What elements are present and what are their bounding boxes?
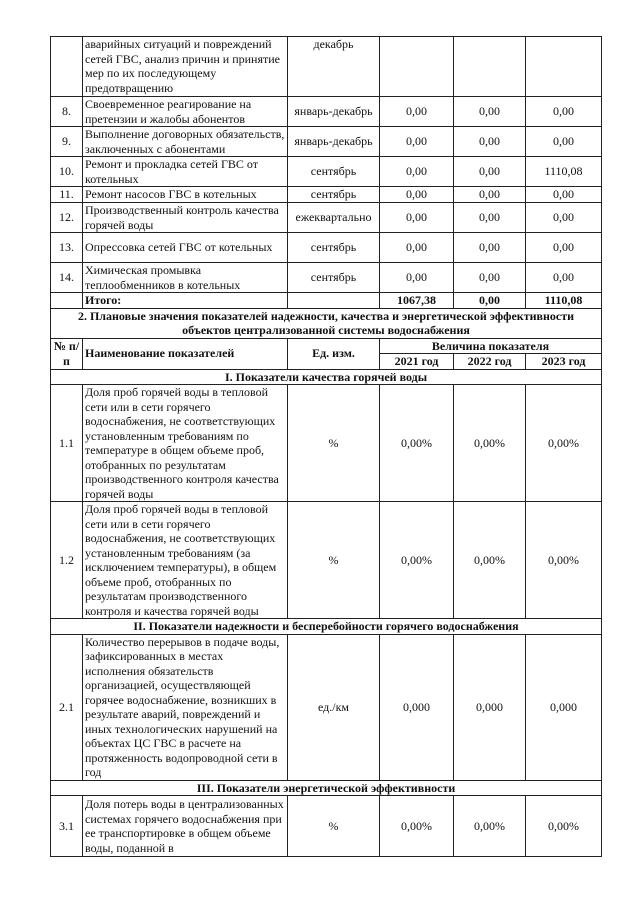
header-name: Наименование показателей [83, 338, 288, 369]
row-number: 2.1 [51, 634, 83, 780]
measure-name: Ремонт и прокладка сетей ГВС от котельных [83, 157, 288, 187]
value-2021 [380, 37, 454, 97]
document-table [50, 36, 602, 857]
measure-name: аварийных ситуаций и повреждений сетей ГВС, анализ причин и принятие мер по их последующему предотвращению [83, 37, 288, 97]
value-2023: 0,00 [526, 263, 602, 293]
value-2023: 0,00% [526, 502, 602, 619]
value-2023: 0,00% [526, 385, 602, 502]
value-2022: 0,00% [454, 502, 526, 619]
measure-name: Химическая промывка теплообменников в котельных [83, 263, 288, 293]
measure-period: январь-декабрь [288, 97, 380, 127]
value-2022 [454, 37, 526, 97]
measure-period: декабрь [288, 37, 380, 97]
row-number: 10. [51, 157, 83, 187]
row-number: 14. [51, 263, 83, 293]
part2-title: 2. Плановые значения показателей надежности, качества и энергетической эффективности объектов централизованной системы водоснабжения [51, 308, 602, 338]
row-number: 8. [51, 97, 83, 127]
value-2023: 0,00 [526, 203, 602, 233]
indicator-unit: ед./км [288, 634, 380, 780]
value-2023: 0,00 [526, 233, 602, 263]
indicator-name: Количество перерывов в подаче воды, зафиксированных в местах исполнения обязательств организацией, осуществляющей горячее водоснабжение, возникших в результате аварий, повреждений и иных технологических нарушений на объектах ЦС ГВС в расчете на протяженность водопроводной сети в год [83, 634, 288, 780]
header-year-2022: 2022 год [454, 354, 526, 370]
table-row [51, 502, 602, 619]
value-2021: 0,00% [380, 796, 454, 857]
table-row [51, 263, 602, 293]
table-row [51, 127, 602, 157]
indicator-name: Доля потерь воды в централизованных системах горячего водоснабжения при ее транспортировке в общем объеме воды, поданной в [83, 796, 288, 857]
value-2022: 0,00 [454, 263, 526, 293]
value-2023 [526, 37, 602, 97]
row-number: 13. [51, 233, 83, 263]
total-label: Итого: [83, 293, 288, 309]
row-number: 9. [51, 127, 83, 157]
table-row [51, 37, 602, 97]
header-row [51, 338, 602, 354]
section-title: III. Показатели энергетической эффективности [51, 780, 602, 796]
value-2021: 0,00% [380, 385, 454, 502]
value-2022: 0,00% [454, 796, 526, 857]
section-row [51, 369, 602, 385]
measure-period: ежеквартально [288, 203, 380, 233]
header-year-2023: 2023 год [526, 354, 602, 370]
value-2022: 0,00 [454, 157, 526, 187]
value-2023: 0,00 [526, 127, 602, 157]
value-2023: 0,000 [526, 634, 602, 780]
value-2022: 0,000 [454, 634, 526, 780]
header-number: № п/п [51, 338, 83, 369]
measure-name: Производственный контроль качества горячей воды [83, 203, 288, 233]
table-row [51, 187, 602, 203]
total-row [51, 293, 602, 309]
row-number [51, 37, 83, 97]
measure-period: сентябрь [288, 187, 380, 203]
row-number: 1.1 [51, 385, 83, 502]
measure-period: сентябрь [288, 233, 380, 263]
measure-name: Опрессовка сетей ГВС от котельных [83, 233, 288, 263]
row-number: 11. [51, 187, 83, 203]
row-number: 12. [51, 203, 83, 233]
header-unit: Ед. изм. [288, 338, 380, 369]
value-2021: 0,00 [380, 97, 454, 127]
section-row [51, 780, 602, 796]
measure-name: Ремонт насосов ГВС в котельных [83, 187, 288, 203]
measure-period: сентябрь [288, 263, 380, 293]
value-2023: 0,00 [526, 97, 602, 127]
total-2021: 1067,38 [380, 293, 454, 309]
value-2021: 0,00% [380, 502, 454, 619]
value-2022: 0,00% [454, 385, 526, 502]
table-row [51, 634, 602, 780]
row-number: 3.1 [51, 796, 83, 857]
section-title: I. Показатели качества горячей воды [51, 369, 602, 385]
value-2021: 0,00 [380, 233, 454, 263]
measure-name: Своевременное реагирование на претензии и жалобы абонентов [83, 97, 288, 127]
value-2022: 0,00 [454, 97, 526, 127]
value-2022: 0,00 [454, 127, 526, 157]
table-row [51, 97, 602, 127]
measure-period: январь-декабрь [288, 127, 380, 157]
header-value: Величина показателя [380, 338, 602, 354]
header-year-2021: 2021 год [380, 354, 454, 370]
section-row [51, 619, 602, 635]
indicator-name: Доля проб горячей воды в тепловой сети или в сети горячего водоснабжения, не соответствующих установленным требованиям по температуре в общем объеме проб, отобранных по результатам производственного контроля качества горячей воды [83, 385, 288, 502]
value-2023: 0,00% [526, 796, 602, 857]
table-row [51, 157, 602, 187]
total-2022: 0,00 [454, 293, 526, 309]
value-2022: 0,00 [454, 233, 526, 263]
table-row [51, 796, 602, 857]
table-row [51, 203, 602, 233]
value-2022: 0,00 [454, 203, 526, 233]
row-number: 1.2 [51, 502, 83, 619]
section-title-row [51, 308, 602, 338]
value-2021: 0,00 [380, 203, 454, 233]
value-2021: 0,00 [380, 157, 454, 187]
value-2022: 0,00 [454, 187, 526, 203]
indicator-unit: % [288, 385, 380, 502]
total-2023: 1110,08 [526, 293, 602, 309]
value-2023: 0,00 [526, 187, 602, 203]
table-row [51, 233, 602, 263]
value-2021: 0,00 [380, 127, 454, 157]
indicator-unit: % [288, 796, 380, 857]
indicator-unit: % [288, 502, 380, 619]
value-2021: 0,000 [380, 634, 454, 780]
table-row [51, 385, 602, 502]
section-title: II. Показатели надежности и бесперебойности горячего водоснабжения [51, 619, 602, 635]
value-2021: 0,00 [380, 263, 454, 293]
value-2021: 0,00 [380, 187, 454, 203]
indicator-name: Доля проб горячей воды в тепловой сети или в сети горячего водоснабжения, не соответствующих установленным требованиям (за исключением температуры), в общем объеме проб, отобранных по результатам производственного контроля и качества горячей воды [83, 502, 288, 619]
measure-period: сентябрь [288, 157, 380, 187]
value-2023: 1110,08 [526, 157, 602, 187]
measure-name: Выполнение договорных обязательств, заключенных с абонентами [83, 127, 288, 157]
